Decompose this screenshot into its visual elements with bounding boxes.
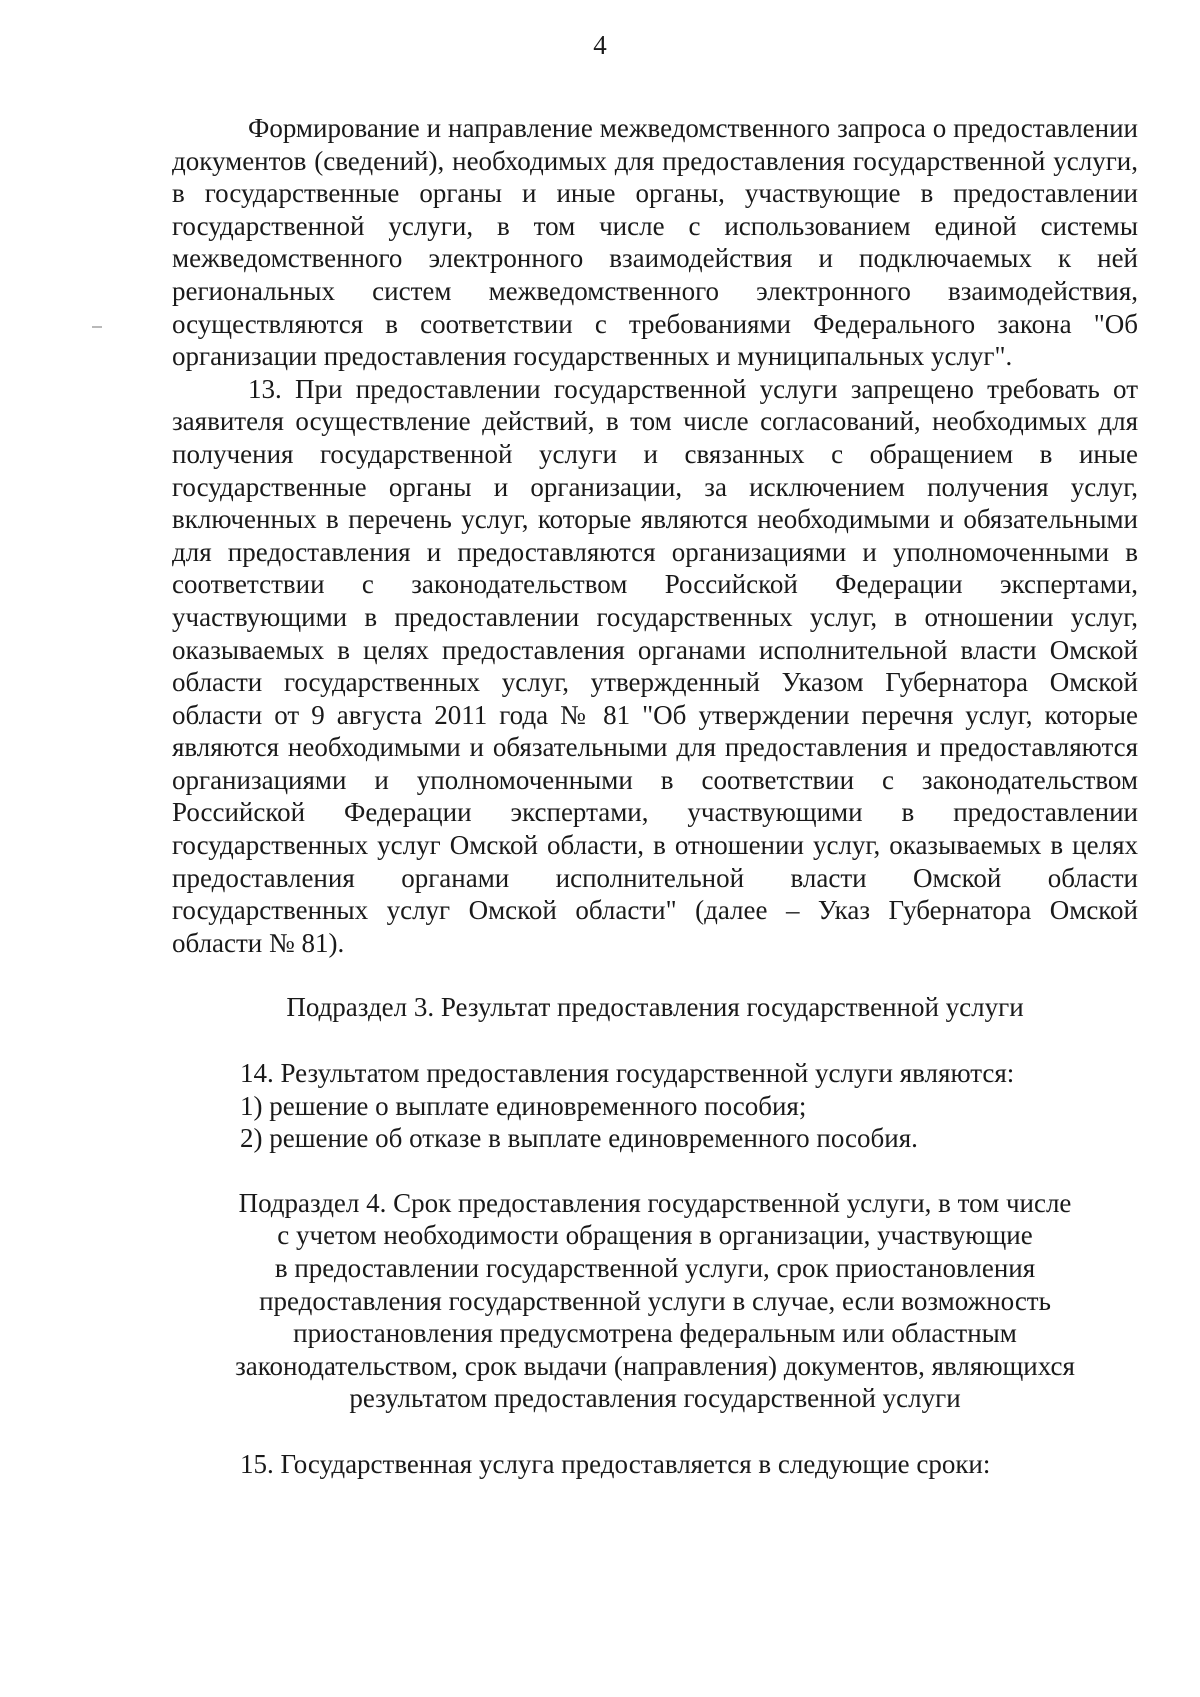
page-number: 4 (593, 30, 607, 60)
heading-line: с учетом необходимости обращения в организации, участвующие (277, 1220, 1033, 1251)
paragraph-14: 14. Результатом предоставления государственной услуги являются: (240, 1058, 1015, 1089)
subsection-3-heading: Подраздел 3. Результат предоставления государственной услуги (286, 992, 1024, 1023)
heading-line: предоставления государственной услуги в случае, если возможность (259, 1285, 1051, 1316)
list-item: 1) решение о выплате единовременного пособия; (240, 1090, 807, 1121)
heading-line: в предоставлении государственной услуги, срок приостановления (274, 1253, 1036, 1283)
subsection-4-heading (172, 1187, 1138, 1415)
heading-line: Подраздел 4. Срок предоставления государственной услуги, в том числе (238, 1187, 1072, 1218)
scan-artifact (92, 326, 102, 328)
heading-line: законодательством, срок выдачи (направления) документов, являющихся (235, 1350, 1075, 1381)
paragraph-15: 15. Государственная услуга предоставляется в следующие сроки: (240, 1448, 991, 1479)
list-item: 2) решение об отказе в выплате единовременного пособия. (240, 1123, 918, 1154)
paragraph-13: 13. При предоставлении государственной услуги запрещено требовать от заявителя осуществление действий, в том числе согласований, необходимых для получения государственной услуги и связанных с обращением в иные государственные органы и организации, за исключением получения услуг, включенных в перечень услуг, которые являются необходимыми и обязательными для предоставления и предоставляются организациями и уполномоченными в соответствии с законодательством Российской Федерации экспертами, участвующими в предоставлении государственных услуг, в отношении услуг, оказываемых в целях предоставления органами исполнительной власти Омской области государственных услуг, утвержденный Указом Губернатора Омской области от 9 августа 2011 года № 81 "Об утверждении перечня услуг, которые являются необходимыми и обязательными для предоставления и предоставляются организациями и уполномоченными в соответствии с законодательством Российской Федерации экспертами, участвующими в предоставлении государственных услуг Омской области, в отношении услуг, оказываемых в целях предоставления органами исполнительной власти Омской области государственных услуг Омской области" (далее – Указ Губернатора Омской области № 81). (172, 373, 1138, 958)
paragraph-interdepartmental-request: Формирование и направление межведомственного запроса о предоставлении документов (сведений), необходимых для предоставления государственной услуги, в государственные органы и иные органы, участвующие в предоставлении государственной услуги, в том числе с использованием единой системы межведомственного электронного взаимодействия и подключаемых к ней региональных систем межведомственного электронного взаимодействия, осуществляются в соответствии с требованиями Федерального закона "Об организации предоставления государственных и муниципальных услуг". (172, 113, 1138, 372)
heading-line: приостановления предусмотрена федеральным или областным (293, 1318, 1017, 1349)
document-body (172, 112, 1138, 1481)
heading-line: результатом предоставления государственной услуги (349, 1383, 961, 1414)
